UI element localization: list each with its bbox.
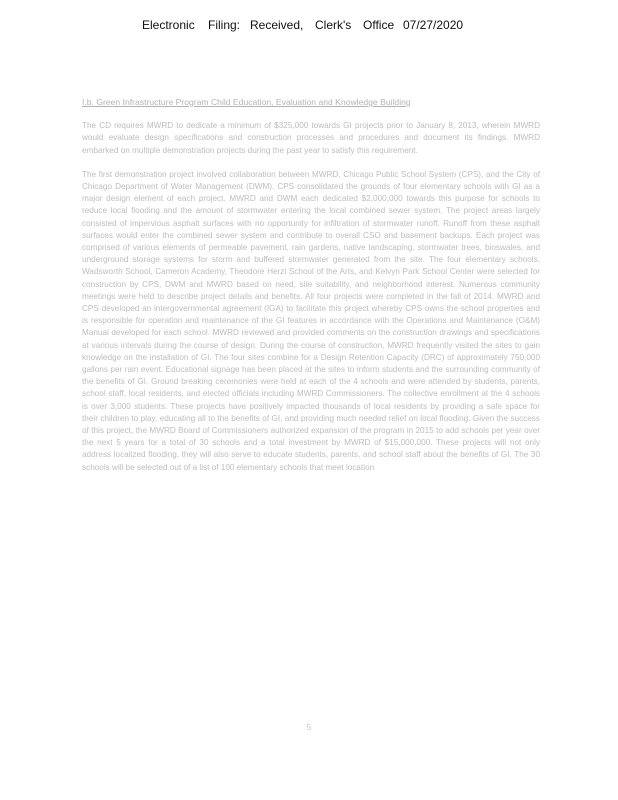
paragraph-2: The first demonstration project involved collaboration between MWRD, Chicago Public School System (CPS), and the City of Chicago Department of Water Management (DWM). CPS consolidated the grounds of four elementary schools with GI as a major design element of each project. MWRD and DWM each dedicated $2,000,000 towards this purpose for schools to reduce local flooding and the amount of stormwater entering the local combined sewer system. The project areas largely consisted of impervious asphalt surfaces with no opportunity for infiltration of stormwater runoff. Runoff from these asphalt surfaces would enter the combined sewer system and contribute to overall CSO and basement backups. Each project was comprised of various elements of permeable pavement, rain gardens, native landscaping, stormwater trees, bioswales, and underground storage systems for storm and buffered stormwater generated from the site. The four elementary schools, Wadsworth School, Cameron Academy, Theodore Herzl School of the Arts, and Kelvyn Park School Center were selected for construction by CPS, DWM and MWRD based on need, site suitability, and neighborhood interest. Numerous community meetings were held to describe project details and benefits. All four projects were completed in the fall of 2014. MWRD and CPS developed an intergovernmental agreement (IGA) to facilitate this project whereby CPS owns the school properties and is responsible for operation and maintenance of the GI features in accordance with the Operations and Maintenance (O&M) Manual developed for each school. MWRD reviewed and provided comments on the construction drawings and specifications at various intervals during the course of design. During the course of construction, MWRD frequently visited the sites to gain knowledge on the installation of GI. The four sites combine for a Design Retention Capacity (DRC) of approximately 750,000 gallons per rain event. Educational signage has been placed at the sites to inform students and the surrounding community of the benefits of GI. Ground breaking ceremonies were held at each of the 4 schools and were attended by students, parents, school staff, local residents, and elected officials including MWRD Commissioners. The collective enrollment at the 4 schools is over 3,000 students. These projects have positively impacted thousands of local residents by providing a safe space for their children to play, educating all to the benefits of GI, and providing much needed relief on local flooding. Given the success of this project, the MWRD Board of Commissioners authorized expansion of the program in 2015 to add schools per year over the next 5 years for a total of 30 schools and a total investment by MWRD of $15,000,000. These projects will not only address localized flooding, they will also serve to educate students, parents, and school staff about the benefits of GI. The 30 schools will be selected out of a list of 100 elementary schools that meet location	[82, 169, 540, 472]
document-page	[82, 96, 540, 486]
stamp-date: 07/27/2020	[403, 18, 464, 32]
stamp-clerks: Clerk's	[315, 18, 352, 32]
page-number: 5	[306, 723, 312, 732]
stamp-received: Received,	[250, 18, 304, 32]
section-heading: I.b. Green Infrastructure Program Child Education, Evaluation and Knowledge Building	[82, 97, 411, 107]
paragraph-1: The CD requires MWRD to dedicate a minimum of $325,000 towards GI projects prior to January 8, 2013, wherein MWRD would evaluate design specifications and construction processes and procedures and document its findings. MWRD embarked on multiple demonstration projects during the past year to satisfy this requirement.	[82, 121, 540, 155]
stamp-filing: Filing:	[208, 18, 241, 32]
stamp-office: Office	[363, 18, 395, 32]
stamp-electronic: Electronic	[142, 18, 195, 32]
